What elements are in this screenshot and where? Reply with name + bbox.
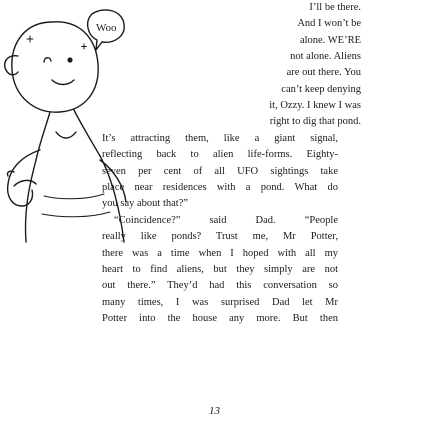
text-line: “Coincidence?” said Dad. “People	[114, 215, 338, 226]
text-line: out there.” They’d had this conversation so	[102, 280, 338, 291]
text-line: there was a time when I hoped with all my	[102, 248, 338, 259]
text-line: you say about that?”	[102, 198, 189, 209]
text-line: are out there. You	[286, 67, 361, 78]
text-line: can’t keep denying	[281, 84, 361, 95]
text-line: heart to find aliens, but they simply are not	[102, 264, 338, 275]
text-line: really like ponds? Trust me, Mr Potter,	[102, 231, 338, 242]
text-line: alone. WE’RE	[299, 35, 361, 46]
text-line: place near residences with a pond. What do	[102, 182, 338, 193]
text-line: seven per cent of all UFO sightings take	[102, 166, 338, 177]
text-line: reflecting back to alien life-forms. Eighty-	[102, 149, 338, 160]
text-line: I’ll be there.	[309, 2, 361, 13]
text-line: And I won’t be	[297, 18, 361, 29]
speech-bubble-text: Woo	[96, 22, 117, 34]
text-line: it, Ozzy. I knew I was	[269, 100, 361, 111]
text-line: Potter into the house any more. But then	[102, 313, 338, 324]
alien-illustration	[0, 0, 130, 255]
text-line: right to dig that pond.	[269, 116, 361, 127]
text-line: not alone. Aliens	[290, 51, 361, 62]
text-line: many times, I was surprised Dad let Mr	[102, 297, 338, 308]
page-number: 13	[209, 405, 220, 417]
text-line: It’s attracting them, like a giant signal,	[102, 133, 338, 144]
